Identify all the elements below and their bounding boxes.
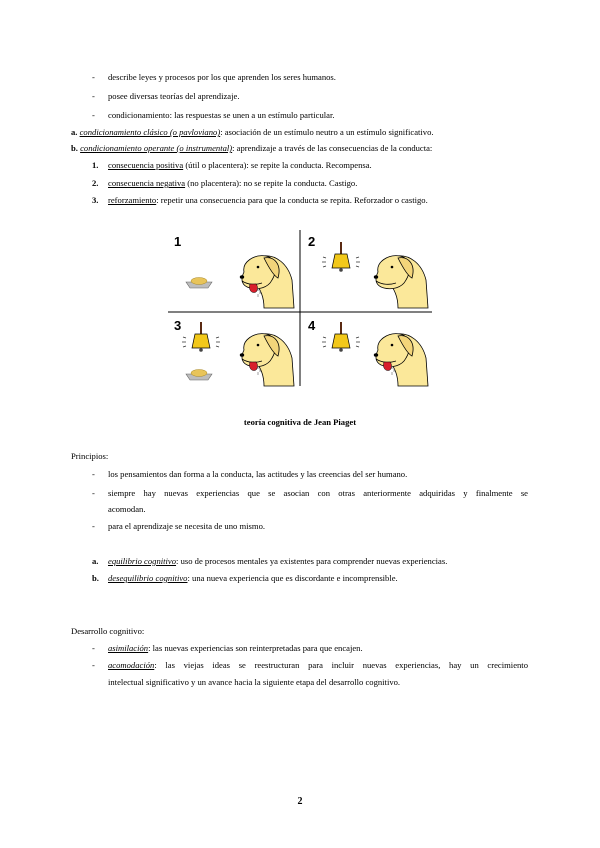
desarrollo-item — [108, 660, 528, 671]
food-bowl-icon — [186, 370, 212, 381]
equilibrio-marker: b. — [92, 573, 99, 583]
cond-a-marker: a. — [71, 127, 78, 137]
principio-item: los pensamientos dan forma a la conducta, las actitudes y las creencias del ser humano. — [108, 469, 408, 479]
cond-b-text: : aprendizaje a través de las consecuencias de la conducta: — [232, 143, 433, 153]
list-dash: - — [92, 91, 95, 101]
page-number: 2 — [297, 796, 303, 807]
numbered-text: (no placentera): no se repite la conducta. Castigo. — [185, 178, 358, 188]
list-dash: - — [92, 643, 95, 653]
dog-icon — [240, 334, 294, 386]
section-heading-principios: Principios: — [71, 451, 109, 461]
list-dash: - — [92, 660, 95, 670]
cond-b-marker: b. — [71, 143, 78, 153]
numbered-term: consecuencia positiva — [108, 160, 184, 170]
equilibrio-term: equilibrio cognitivo — [108, 556, 177, 566]
principio-item: para el aprendizaje se necesita de uno mismo. — [108, 521, 266, 531]
panel-number-2: 2 — [308, 234, 316, 249]
desarrollo-term: asimilación — [108, 643, 149, 653]
numbered-text: : repetir una consecuencia para que la conducta se repita. Reforzador o castigo. — [156, 195, 428, 205]
cond-b-term: condicionamiento operante (o instrumental) — [80, 143, 233, 153]
numbered-term: consecuencia negativa — [108, 178, 186, 188]
desarrollo-item-continued: intelectual significativo y un avance hacia la siguiente etapa del desarrollo cognitivo. — [108, 677, 401, 687]
food-bowl-icon — [186, 278, 212, 289]
numbered-marker: 1. — [92, 160, 99, 170]
list-item: describe leyes y procesos por los que aprenden los seres humanos. — [108, 72, 336, 82]
cond-b-line — [71, 143, 432, 154]
numbered-marker: 3. — [92, 195, 99, 205]
list-dash: - — [92, 72, 95, 82]
desarrollo-term: acomodación — [108, 660, 155, 670]
numbered-item — [108, 178, 357, 189]
panel-number-4: 4 — [308, 318, 316, 333]
principio-item: siempre hay nuevas experiencias que se asocian con otras anteriormente adquiridas y finalmente se — [108, 488, 528, 498]
equilibrio-text: : una nueva experiencia que es discordante e incomprensible. — [187, 573, 398, 583]
equilibrio-text: : uso de procesos mentales ya existentes para comprender nuevas experiencias. — [176, 556, 448, 566]
panel-number-3: 3 — [174, 318, 182, 333]
numbered-text: (útil o placentera): se repite la conducta. Recompensa. — [183, 160, 372, 170]
numbered-item — [108, 195, 428, 206]
desarrollo-item — [108, 643, 363, 654]
bell-icon — [322, 322, 360, 352]
dog-icon — [240, 256, 294, 308]
pavlov-figure-svg — [166, 228, 434, 388]
equilibrio-term: desequilibrio cognitivo — [108, 573, 188, 583]
figure-caption: teoría cognitiva de Jean Piaget — [243, 417, 357, 427]
list-dash: - — [92, 521, 95, 531]
list-dash: - — [92, 488, 95, 498]
equilibrio-marker: a. — [92, 556, 99, 566]
cond-a-term: condicionamiento clásico (o pavloviano) — [79, 127, 221, 137]
numbered-item — [108, 160, 372, 171]
dog-icon — [374, 256, 428, 308]
desarrollo-text: : las nuevas experiencias son reinterpretadas para que encajen. — [148, 643, 363, 653]
list-item: condicionamiento: las respuestas se unen a un estímulo particular. — [108, 110, 335, 120]
dog-icon — [374, 334, 428, 386]
numbered-marker: 2. — [92, 178, 99, 188]
cond-a-text: : asociación de un estímulo neutro a un estímulo significativo. — [220, 127, 434, 137]
list-dash: - — [92, 110, 95, 120]
section-heading-desarrollo: Desarrollo cognitivo: — [71, 626, 145, 636]
pavlov-conditioning-figure — [166, 228, 434, 388]
list-dash: - — [92, 469, 95, 479]
list-item: posee diversas teorías del aprendizaje. — [108, 91, 240, 101]
desarrollo-text: : las viejas ideas se reestructuran para incluir nuevas experiencias, hay un crecimiento — [154, 660, 528, 670]
equilibrio-item — [108, 556, 447, 567]
bell-icon — [182, 322, 220, 352]
cond-a-line — [71, 127, 434, 138]
panel-number-1: 1 — [174, 234, 182, 249]
numbered-term: reforzamiento — [108, 195, 157, 205]
equilibrio-item — [108, 573, 398, 584]
bell-icon — [322, 242, 360, 272]
principio-item-continued: acomodan. — [108, 504, 146, 514]
